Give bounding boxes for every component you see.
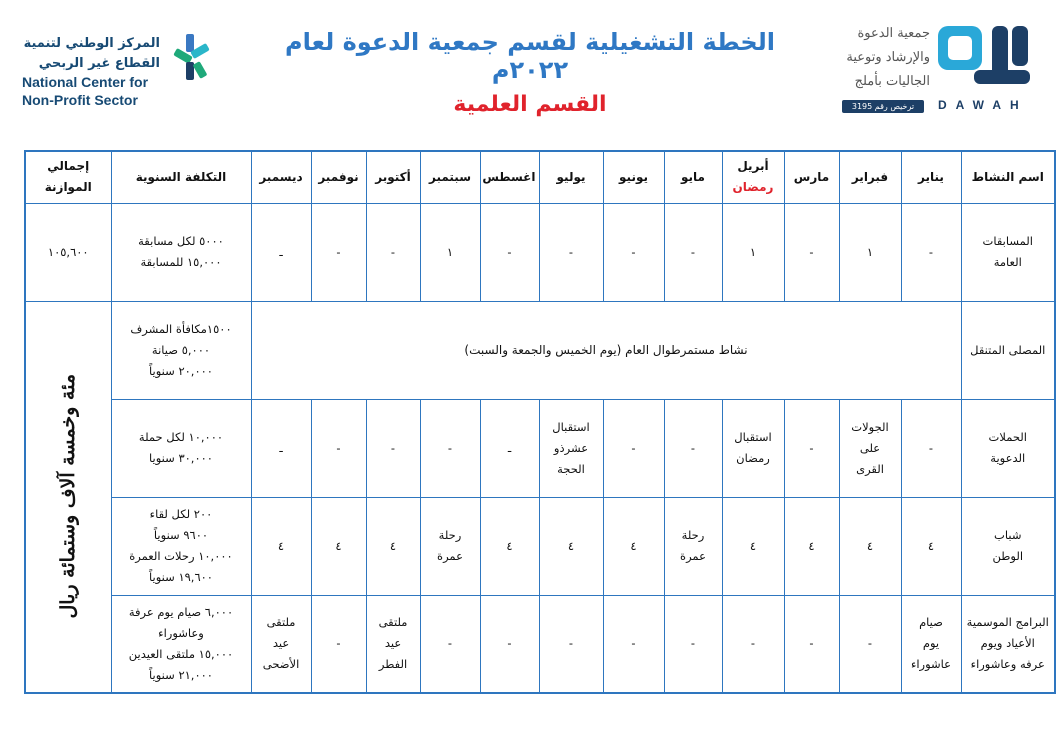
month-cell: ـ — [480, 399, 539, 497]
month-cell: ١ — [722, 203, 784, 301]
month-cell: ٤ — [722, 497, 784, 595]
month-cell: - — [311, 203, 366, 301]
header-apr-label: أبريل — [737, 159, 769, 174]
month-cell: ٤ — [480, 497, 539, 595]
cost-cell: ٦,٠٠٠ صيام يوم عرفة وعاشوراء ١٥,٠٠٠ ملتقى العيدين ٢١,٠٠٠ سنوياً — [111, 595, 251, 693]
operational-plan-table — [24, 150, 1056, 694]
month-cell: ٤ — [366, 497, 420, 595]
month-cell: ١ — [839, 203, 901, 301]
month-cell: - — [420, 399, 480, 497]
header-mar: مارس — [784, 151, 839, 203]
month-cell: - — [784, 399, 839, 497]
header-feb: فبراير — [839, 151, 901, 203]
month-cell: ٤ — [603, 497, 664, 595]
month-cell: رحلة عمرة — [664, 497, 722, 595]
month-cell: - — [722, 595, 784, 693]
activity-cell: البرامج الموسمية الأعياد ويوم عرفه وعاشوراء — [961, 595, 1055, 693]
month-cell: ملتقى عيد الأضحى — [251, 595, 311, 693]
month-cell: - — [784, 595, 839, 693]
header-nov: نوفمبر — [311, 151, 366, 203]
month-cell: - — [901, 399, 961, 497]
month-cell: ٤ — [901, 497, 961, 595]
month-cell: ٤ — [839, 497, 901, 595]
month-cell: - — [839, 595, 901, 693]
header-dec: ديسمبر — [251, 151, 311, 203]
month-cell: الجولات على القرى — [839, 399, 901, 497]
page-subtitle: القسم العلمية — [453, 92, 607, 117]
month-cell: - — [420, 595, 480, 693]
month-cell: ـ — [251, 399, 311, 497]
month-cell: ملتقى عيد الفطر — [366, 595, 420, 693]
header-total: إجمالي الموازنة — [25, 151, 111, 203]
table-row — [25, 203, 1055, 301]
header-aug: اغسطس — [480, 151, 539, 203]
total-vertical-text: مئة وخمسة آلاف وستمائة ريال — [56, 374, 79, 620]
month-cell: ٤ — [784, 497, 839, 595]
month-cell: - — [311, 399, 366, 497]
month-cell: - — [480, 595, 539, 693]
activity-cell: المصلى المتنقل — [961, 301, 1055, 399]
activity-cell: المسابقات العامة — [961, 203, 1055, 301]
month-cell: - — [366, 399, 420, 497]
month-cell: - — [480, 203, 539, 301]
month-cell: استقبال رمضان — [722, 399, 784, 497]
month-cell: ـ — [251, 203, 311, 301]
month-cell: - — [603, 203, 664, 301]
table-row — [25, 399, 1055, 497]
dawah-en-name: DAWAH — [938, 98, 1028, 112]
month-cell: ٤ — [251, 497, 311, 595]
cost-cell: ٥٠٠٠ لكل مسابقة ١٥,٠٠٠ للمسابقة — [111, 203, 251, 301]
activity-cell: الحملات الدعوية — [961, 399, 1055, 497]
table-row — [25, 595, 1055, 693]
table-row — [25, 301, 1055, 399]
month-cell: استقبال عشرذو الحجة — [539, 399, 603, 497]
national-center-ar-line1: المركز الوطني لتنمية — [23, 36, 160, 51]
header-jan: يناير — [901, 151, 961, 203]
total-cell: ١٠٥,٦٠٠ — [25, 203, 111, 301]
month-cell: - — [664, 203, 722, 301]
header-oct: أكتوبر — [366, 151, 420, 203]
header-may: مايو — [664, 151, 722, 203]
month-cell: ١ — [420, 203, 480, 301]
month-cell: - — [784, 203, 839, 301]
operational-plan-table-wrapper — [24, 150, 1049, 694]
header-cost: التكلفة السنوية — [111, 151, 251, 203]
page-header — [0, 0, 1064, 148]
header-activity: اسم النشاط — [961, 151, 1055, 203]
national-center-en-line1: National Center for — [22, 74, 149, 90]
month-cell: - — [539, 203, 603, 301]
dawah-ar-line3: الجاليات بأملج — [854, 74, 930, 89]
dawah-ar-text — [818, 22, 930, 94]
month-cell: - — [664, 399, 722, 497]
national-center-logo — [20, 20, 220, 110]
continuous-activity-cell: نشاط مستمرطوال العام (يوم الخميس والجمعة والسبت) — [251, 301, 961, 399]
dawah-ar-line2: والإرشاد وتوعية — [846, 50, 930, 65]
national-center-ar-line2: القطاع غير الربحي — [38, 56, 160, 71]
month-cell: - — [603, 399, 664, 497]
month-cell: ٤ — [539, 497, 603, 595]
header-sep: سبتمبر — [420, 151, 480, 203]
month-cell: ٤ — [311, 497, 366, 595]
cost-cell: ٢٠٠ لكل لقاء ٩٦٠٠ سنوياً ١٠,٠٠٠ رحلات العمرة ١٩,٦٠٠ سنوياً — [111, 497, 251, 595]
header-apr — [722, 151, 784, 203]
national-center-en-line2: Non-Profit Sector — [22, 92, 138, 108]
total-vertical-cell — [25, 301, 111, 693]
dawah-emblem-icon — [934, 18, 1054, 98]
month-cell: رحلة عمرة — [420, 497, 480, 595]
month-cell: - — [366, 203, 420, 301]
month-cell: - — [603, 595, 664, 693]
dawah-license-badge: ترخيص رقم 3195 — [842, 100, 924, 113]
month-cell: - — [539, 595, 603, 693]
activity-cell: شباب الوطن — [961, 497, 1055, 595]
month-cell: - — [664, 595, 722, 693]
header-apr-note: رمضان — [732, 180, 774, 195]
cost-cell: ١٠,٠٠٠ لكل حملة ٣٠,٠٠٠ سنويا — [111, 399, 251, 497]
dawah-ar-line1: جمعية الدعوة — [857, 26, 930, 41]
table-row — [25, 497, 1055, 595]
header-row — [25, 151, 1055, 203]
header-jun: يونيو — [603, 151, 664, 203]
header-jul: يوليو — [539, 151, 603, 203]
dawah-logo — [818, 16, 1058, 116]
page-title: الخطة التشغيلية لقسم جمعية الدعوة لعام ٢٠٢٢م — [285, 28, 775, 84]
month-cell: صيام يوم عاشوراء — [901, 595, 961, 693]
month-cell: - — [311, 595, 366, 693]
month-cell: - — [901, 203, 961, 301]
cost-cell: ١٥٠٠مكافأة المشرف ٥,٠٠٠ صيانة ٢٠,٠٠٠ سنوياً — [111, 301, 251, 399]
